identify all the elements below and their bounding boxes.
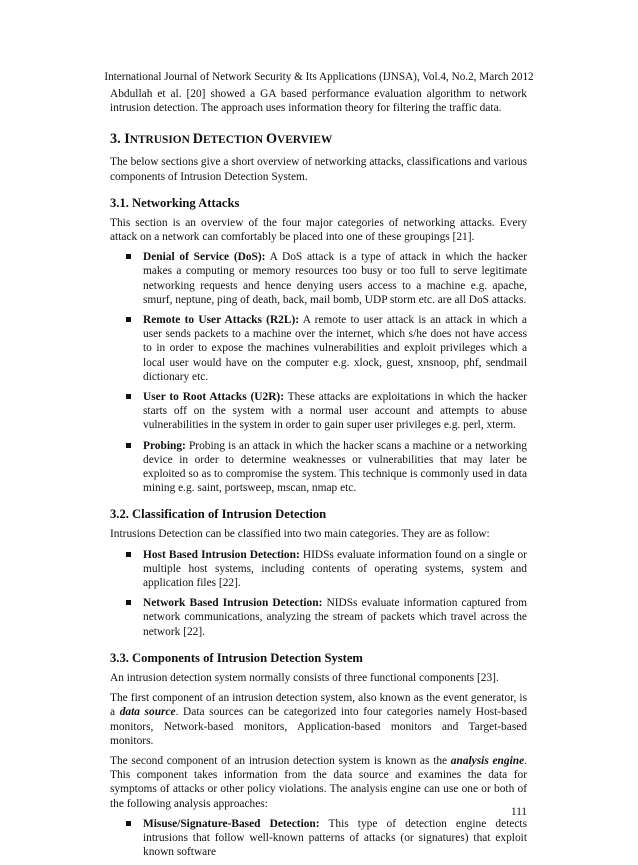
section-3-heading: 3. INTRUSION DETECTION OVERVIEW <box>110 131 333 148</box>
analysis-approach-list <box>110 817 527 860</box>
page-number: 111 <box>511 806 527 818</box>
section-3-intro: The below sections give a short overview of networking attacks, classifications and various components of Intrusion Detection System. <box>110 156 527 183</box>
list-item: Probing: Probing is an attack in which the hacker scans a machine or a networking device in order to determine weaknesses or vulnerabilities that may later be exploited so as to compromise the system. This technique is commonly used in data mining e.g. saint, portsweep, mscan, nmap etc. <box>110 439 527 496</box>
bullet-icon <box>126 443 131 448</box>
running-header: International Journal of Network Security & Its Applications (IJNSA), Vol.4, No.2, March 2012 <box>104 71 534 83</box>
section-3-2-intro: Intrusions Detection can be classified into two main categories. They are as follow: <box>110 528 490 541</box>
intro-paragraph: Abdullah et al. [20] showed a GA based performance evaluation algorithm to network intrusion detection. The approach uses information theory for filtering the traffic data. <box>110 88 527 115</box>
list-item: Host Based Intrusion Detection: HIDSs evaluate information found on a single or multiple host systems, including contents of operating systems, system and application files [22]. <box>110 548 527 591</box>
bullet-icon <box>126 317 131 322</box>
list-item: Network Based Intrusion Detection: NIDSs evaluate information captured from network communications, analyzing the stream of packets which travel across the network [22]. <box>110 596 527 639</box>
section-3-3-p2: The first component of an intrusion detection system, also known as the event generator, is a data source. Data sources can be categorized into four categories namely Host-based monitors, Network-based monitors, Application-based monitors and Target-based monitors. <box>110 692 528 747</box>
section-3-3-p1: An intrusion detection system normally consists of three functional components [23]. <box>110 671 499 684</box>
section-3-3-heading: 3.3. Components of Intrusion Detection System <box>110 650 363 665</box>
classification-list <box>110 548 527 639</box>
list-item: User to Root Attacks (U2R): These attacks are exploitations in which the hacker starts off on the system with a normal user account and attempts to abuse vulnerabilities in the system in order to gain super user privileges e.g. perl, xterm. <box>110 390 527 433</box>
bullet-icon <box>126 600 131 605</box>
section-3-2-heading: 3.2. Classification of Intrusion Detection <box>110 507 327 522</box>
page-content <box>110 87 527 865</box>
bullet-icon <box>126 394 131 399</box>
bullet-icon <box>126 254 131 259</box>
bullet-icon <box>126 552 131 557</box>
attack-list <box>110 250 527 495</box>
section-3-1-intro: This section is an overview of the four major categories of networking attacks. Every attack on a network can comfortably be placed into one of these groupings [21]. <box>110 216 527 244</box>
section-3-3-p3: The second component of an intrusion detection system is known as the analysis engine. This component takes information from the data source and examines the data for symptoms of attacks or other policy violations. The analysis engine can use one or both of the following analysis approaches: <box>110 754 527 810</box>
list-item: Denial of Service (DoS): A DoS attack is a type of attack in which the hacker makes a computing or memory resources too busy or too full to serve legitimate networking requests and hence denying users access to a machine e.g. apache, smurf, neptune, ping of death, back, mail bomb, UDP storm etc. are all DoS attacks. <box>110 250 527 307</box>
bullet-icon <box>126 821 131 826</box>
section-3-1-heading: 3.1. Networking Attacks <box>110 195 240 210</box>
list-item: Misuse/Signature-Based Detection: This type of detection engine detects intrusions that follow well-known patterns of attacks (or signatures) that exploit known software <box>110 817 527 860</box>
list-item: Remote to User Attacks (R2L): A remote to user attack is an attack in which a user sends packets to a machine over the internet, which s/he does not have access to in order to expose the machines vulnerabilities and exploit privileges which a local user would have on the computer e.g. xlock, guest, xnsnoop, phf, sendmail dictionary etc. <box>110 313 527 384</box>
